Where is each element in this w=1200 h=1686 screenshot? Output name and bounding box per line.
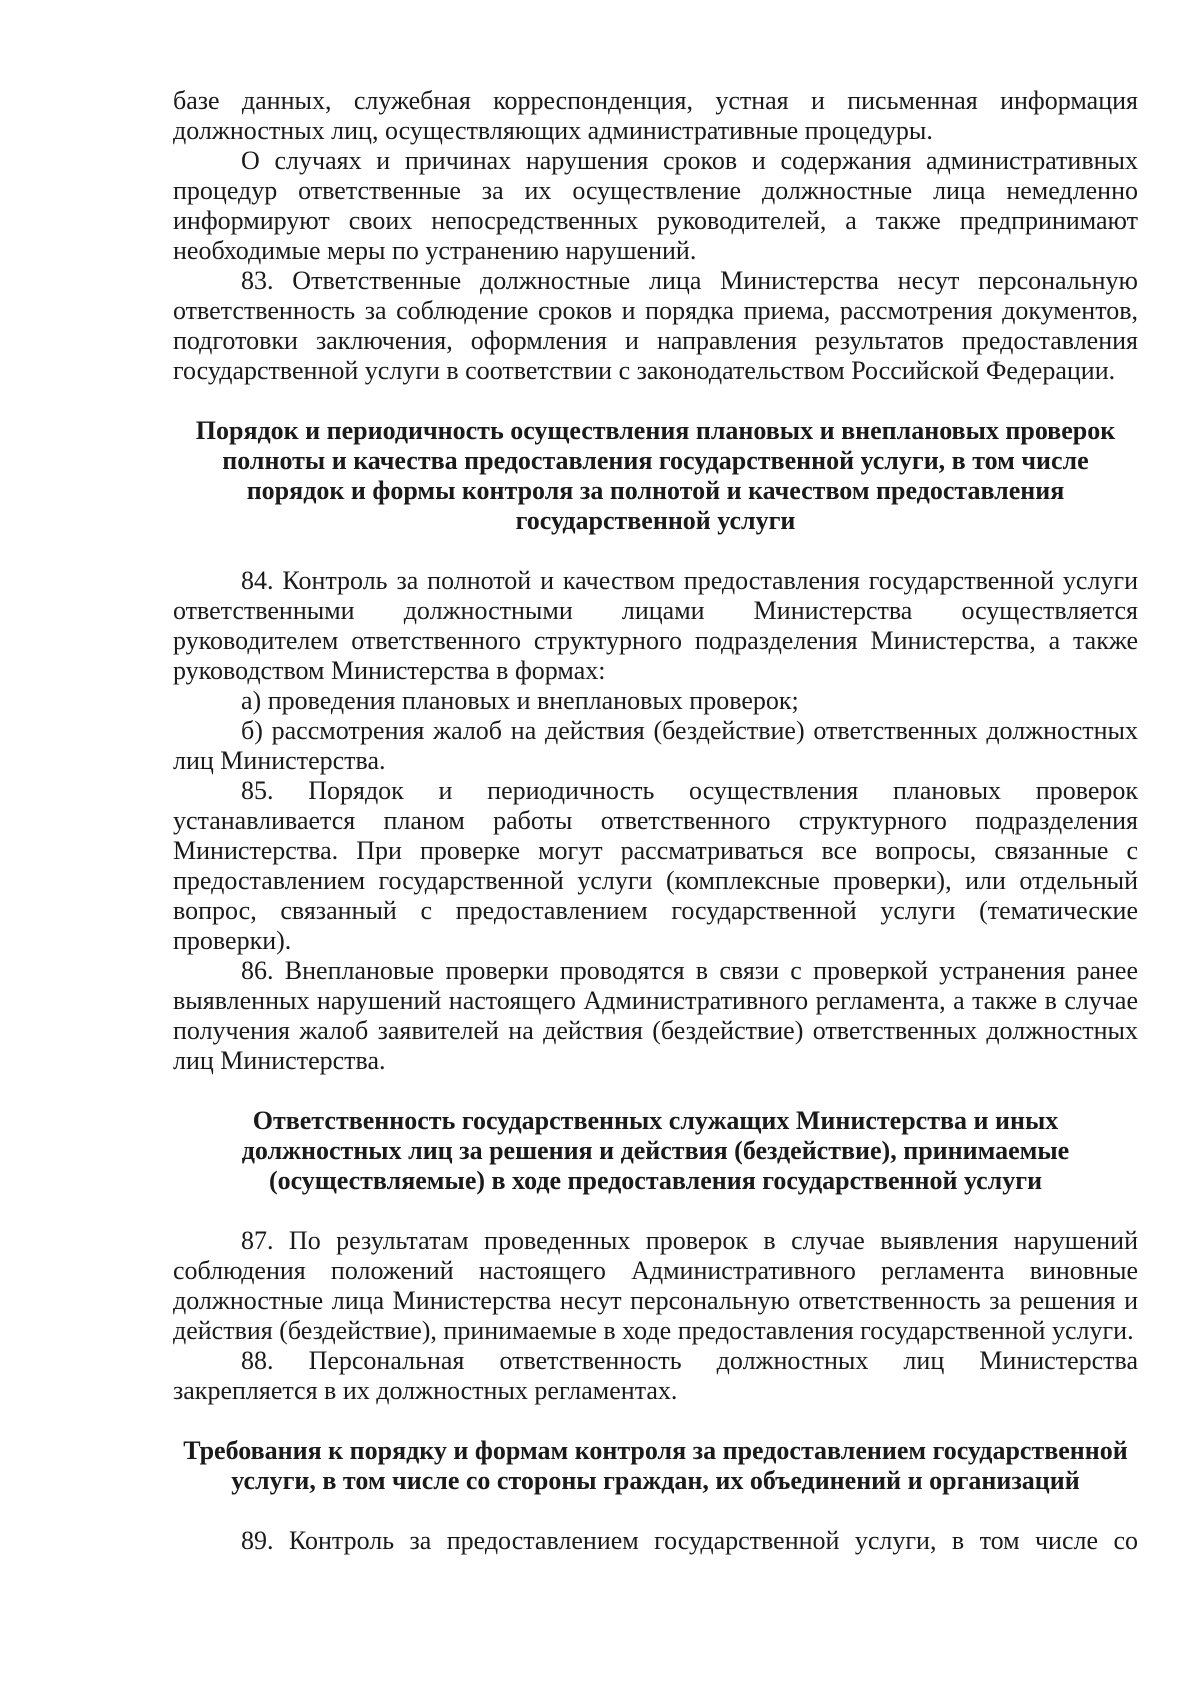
list-item-b: б) рассмотрения жалоб на действия (бездействие) ответственных должностных лиц Министерства. <box>173 716 1138 775</box>
paragraph: О случаях и причинах нарушения сроков и содержания административных процедур ответственные за их осуществление должностные лица немедленно информируют своих непосредственных руководителей, а также предпринимают необходимые меры по устранению нарушений. <box>173 146 1138 265</box>
paragraph-item-84: 84. Контроль за полнотой и качеством предоставления государственной услуги ответственными должностными лицами Министерства осуществляется руководителем ответственного структурного подразделения Министерства, а также руководством Министерства в формах: <box>173 566 1138 685</box>
paragraph-item-85: 85. Порядок и периодичность осуществления плановых проверок устанавливается планом работы ответственного структурного подразделения Министерства. При проверке могут рассматриваться все вопросы, связанные с предоставлением государственной услуги (комплексные проверки), или отдельный вопрос, связанный с предоставлением государственной услуги (тематические проверки). <box>173 776 1138 955</box>
section-heading-control-requirements: Требования к порядку и формам контроля за предоставлением государственной услуги, в том числе со стороны граждан, их объединений и организаций <box>183 1436 1128 1495</box>
section-heading-responsibility: Ответственность государственных служащих Министерства и иных должностных лиц за решения и действия (бездействие), принимаемые (осуществляемые) в ходе предоставления государственной услуги <box>241 1106 1070 1195</box>
paragraph: базе данных, служебная корреспонденция, устная и письменная информация должностных лиц, осуществляющих административные процедуры. <box>173 86 1138 145</box>
section-heading-inspections: Порядок и периодичность осуществления плановых и внеплановых проверок полноты и качества предоставления государственной услуги, в том числе порядок и формы контроля за полнотой и качеством предоставления государственной услуги <box>195 416 1116 535</box>
paragraph-item-83: 83. Ответственные должностные лица Министерства несут персональную ответственность за соблюдение сроков и порядка приема, рассмотрения документов, подготовки заключения, оформления и направления результатов предоставления государственной услуги в соответствии с законодательством Российской Федерации. <box>173 266 1138 385</box>
paragraph-item-87: 87. По результатам проведенных проверок в случае выявления нарушений соблюдения положений настоящего Административного регламента виновные должностные лица Министерства несут персональную ответственность за решения и действия (бездействие), принимаемые в ходе предоставления государственной услуги. <box>173 1226 1138 1345</box>
paragraph-item-86: 86. Внеплановые проверки проводятся в связи с проверкой устранения ранее выявленных нарушений настоящего Административного регламента, а также в случае получения жалоб заявителей на действия (бездействие) ответственных должностных лиц Министерства. <box>173 956 1138 1075</box>
paragraph-item-89: 89. Контроль за предоставлением государственной услуги, в том числе со <box>241 1526 1138 1555</box>
paragraph-item-88: 88. Персональная ответственность должностных лиц Министерства закрепляется в их должностных регламентах. <box>173 1346 1138 1405</box>
list-item-a: а) проведения плановых и внеплановых проверок; <box>241 686 799 715</box>
